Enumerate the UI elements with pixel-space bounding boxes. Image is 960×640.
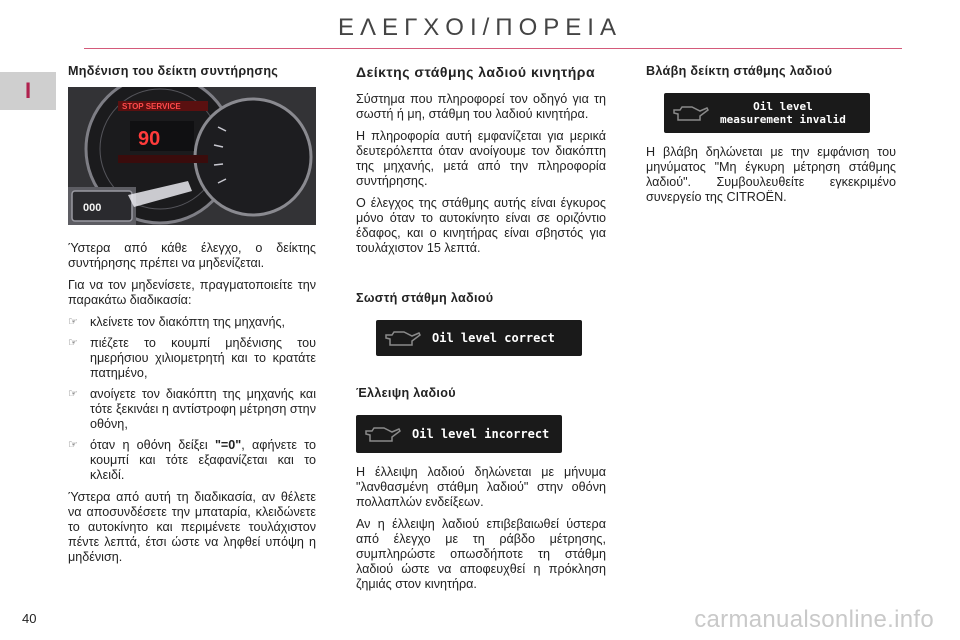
oil-can-icon — [670, 102, 710, 124]
procedure-text: Για να τον μηδενίσετε, πραγματοποιείτε την παρακάτω διαδικασία: — [68, 278, 316, 307]
column-oil-fault — [646, 64, 896, 212]
oil-can-icon — [382, 327, 422, 349]
page-number: 40 — [22, 611, 37, 626]
oil-paragraph-3: Ο έλεγχος της στάθμης αυτής είναι έγκυρος μόνο όταν το αυτοκίνητο είναι σε οριζόντιο έδαφος, και ο κινητήρας είναι σβηστός για τουλάχιστον 15 λεπτά. — [356, 196, 606, 255]
intro-text: Ύστερα από κάθε έλεγχο, ο δείκτης συντήρησης πρέπει να μηδενίζεται. — [68, 241, 316, 270]
list-item: ☞ όταν η οθόνη δείξει "=0", αφήνετε το κουμπί και τότε εξαφανίζεται και το κλειδί. — [68, 438, 316, 482]
oil-fault-paragraph: Η βλάβη δηλώνεται με την εμφάνιση του μηνύματος "Μη έγκυρη μέτρηση στάθμης λαδιού". Συμβουλευθείτε εγκεκριμένο συνεργείο της CITROËN. — [646, 145, 896, 204]
pointing-hand-icon: ☞ — [68, 439, 78, 451]
reset-steps-list — [68, 315, 316, 483]
column-reset-service — [68, 64, 316, 572]
heading-oil-level: Δείκτης στάθμης λαδιού κινητήρα — [356, 64, 596, 80]
oil-paragraph-1: Σύστημα που πληροφορεί τον οδηγό για τη σωστή ή μη, στάθμη του λαδιού κινητήρα. — [356, 92, 606, 121]
list-item: ☞ κλείνετε τον διακόπτη της μηχανής, — [68, 315, 286, 329]
heading-oil-fault: Βλάβη δείκτη στάθμης λαδιού — [646, 64, 833, 78]
column-oil-level — [356, 64, 606, 599]
oil-paragraph-4: Η έλλειψη λαδιού δηλώνεται με μήνυμα "λανθασμένη στάθμη λαδιού" στην οθόνη πολλαπλών ενδείξεων. — [356, 465, 606, 509]
outro-text: Ύστερα από αυτή τη διαδικασία, αν θέλετε να αποσυνδέσετε την μπαταρία, κλειδώνετε το αυτοκίνητο και περιμένετε τουλάχιστον πέντε λεπτά, έτσι ώστε να ληφθεί υπόψη η μηδένιση. — [68, 490, 316, 564]
page-title: ΕΛΕΓΧΟΙ/ΠΟΡΕΙΑ — [338, 14, 622, 41]
heading-oil-correct: Σωστή στάθμη λαδιού — [356, 291, 494, 305]
oil-correct-text: Oil level correct — [432, 330, 555, 345]
pointing-hand-icon: ☞ — [68, 316, 78, 328]
pointing-hand-icon: ☞ — [68, 337, 78, 349]
service-warning-text: STOP SERVICE — [122, 102, 181, 111]
dashboard-photo — [68, 87, 316, 225]
chapter-tab: I — [0, 72, 56, 110]
heading-reset-service: Μηδένιση του δείκτη συντήρησης — [68, 64, 279, 78]
oil-can-icon — [362, 423, 402, 445]
oil-paragraph-2: Η πληροφορία αυτή εμφανίζεται για μερικά δευτερόλεπτα όταν ανοίγουμε τον διακόπτη της μηχανής, μετά από την πληροφορία συντήρησης. — [356, 129, 606, 188]
pointing-hand-icon: ☞ — [68, 388, 78, 400]
list-item: ☞ ανοίγετε τον διακόπτη της μηχανής και τότε ξεκινάει η αντίστροφη μέτρηση στην οθόνη, — [68, 387, 316, 431]
oil-invalid-display — [664, 93, 870, 133]
oil-low-text: Oil level incorrect — [412, 426, 550, 441]
trip-reset-button-label: 000 — [83, 202, 102, 214]
heading-oil-low: Έλλειψη λαδιού — [356, 386, 456, 400]
oil-correct-display — [376, 320, 582, 356]
header-divider — [84, 48, 902, 49]
oil-invalid-text-line2: measurement invalid — [720, 113, 846, 126]
oil-invalid-text-line1: Oil level — [753, 100, 813, 113]
watermark: carmanualsonline.info — [694, 606, 934, 633]
oil-paragraph-5: Αν η έλλειψη λαδιού επιβεβαιωθεί ύστερα από έλεγχο με τη ράβδο μέτρησης, συμπληρώστε οπωσδήποτε τη στάθμη λαδιού ώστε να αποφευχθεί η πρόκληση ζημιάς στον κινητήρα. — [356, 517, 606, 591]
oil-low-display — [356, 415, 562, 453]
speed-readout: 90 — [138, 128, 161, 150]
list-item: ☞ πιέζετε το κουμπί μηδένισης του ημερήσιου χιλιομετρητή και το κρατάτε πατημένο, — [68, 336, 316, 380]
